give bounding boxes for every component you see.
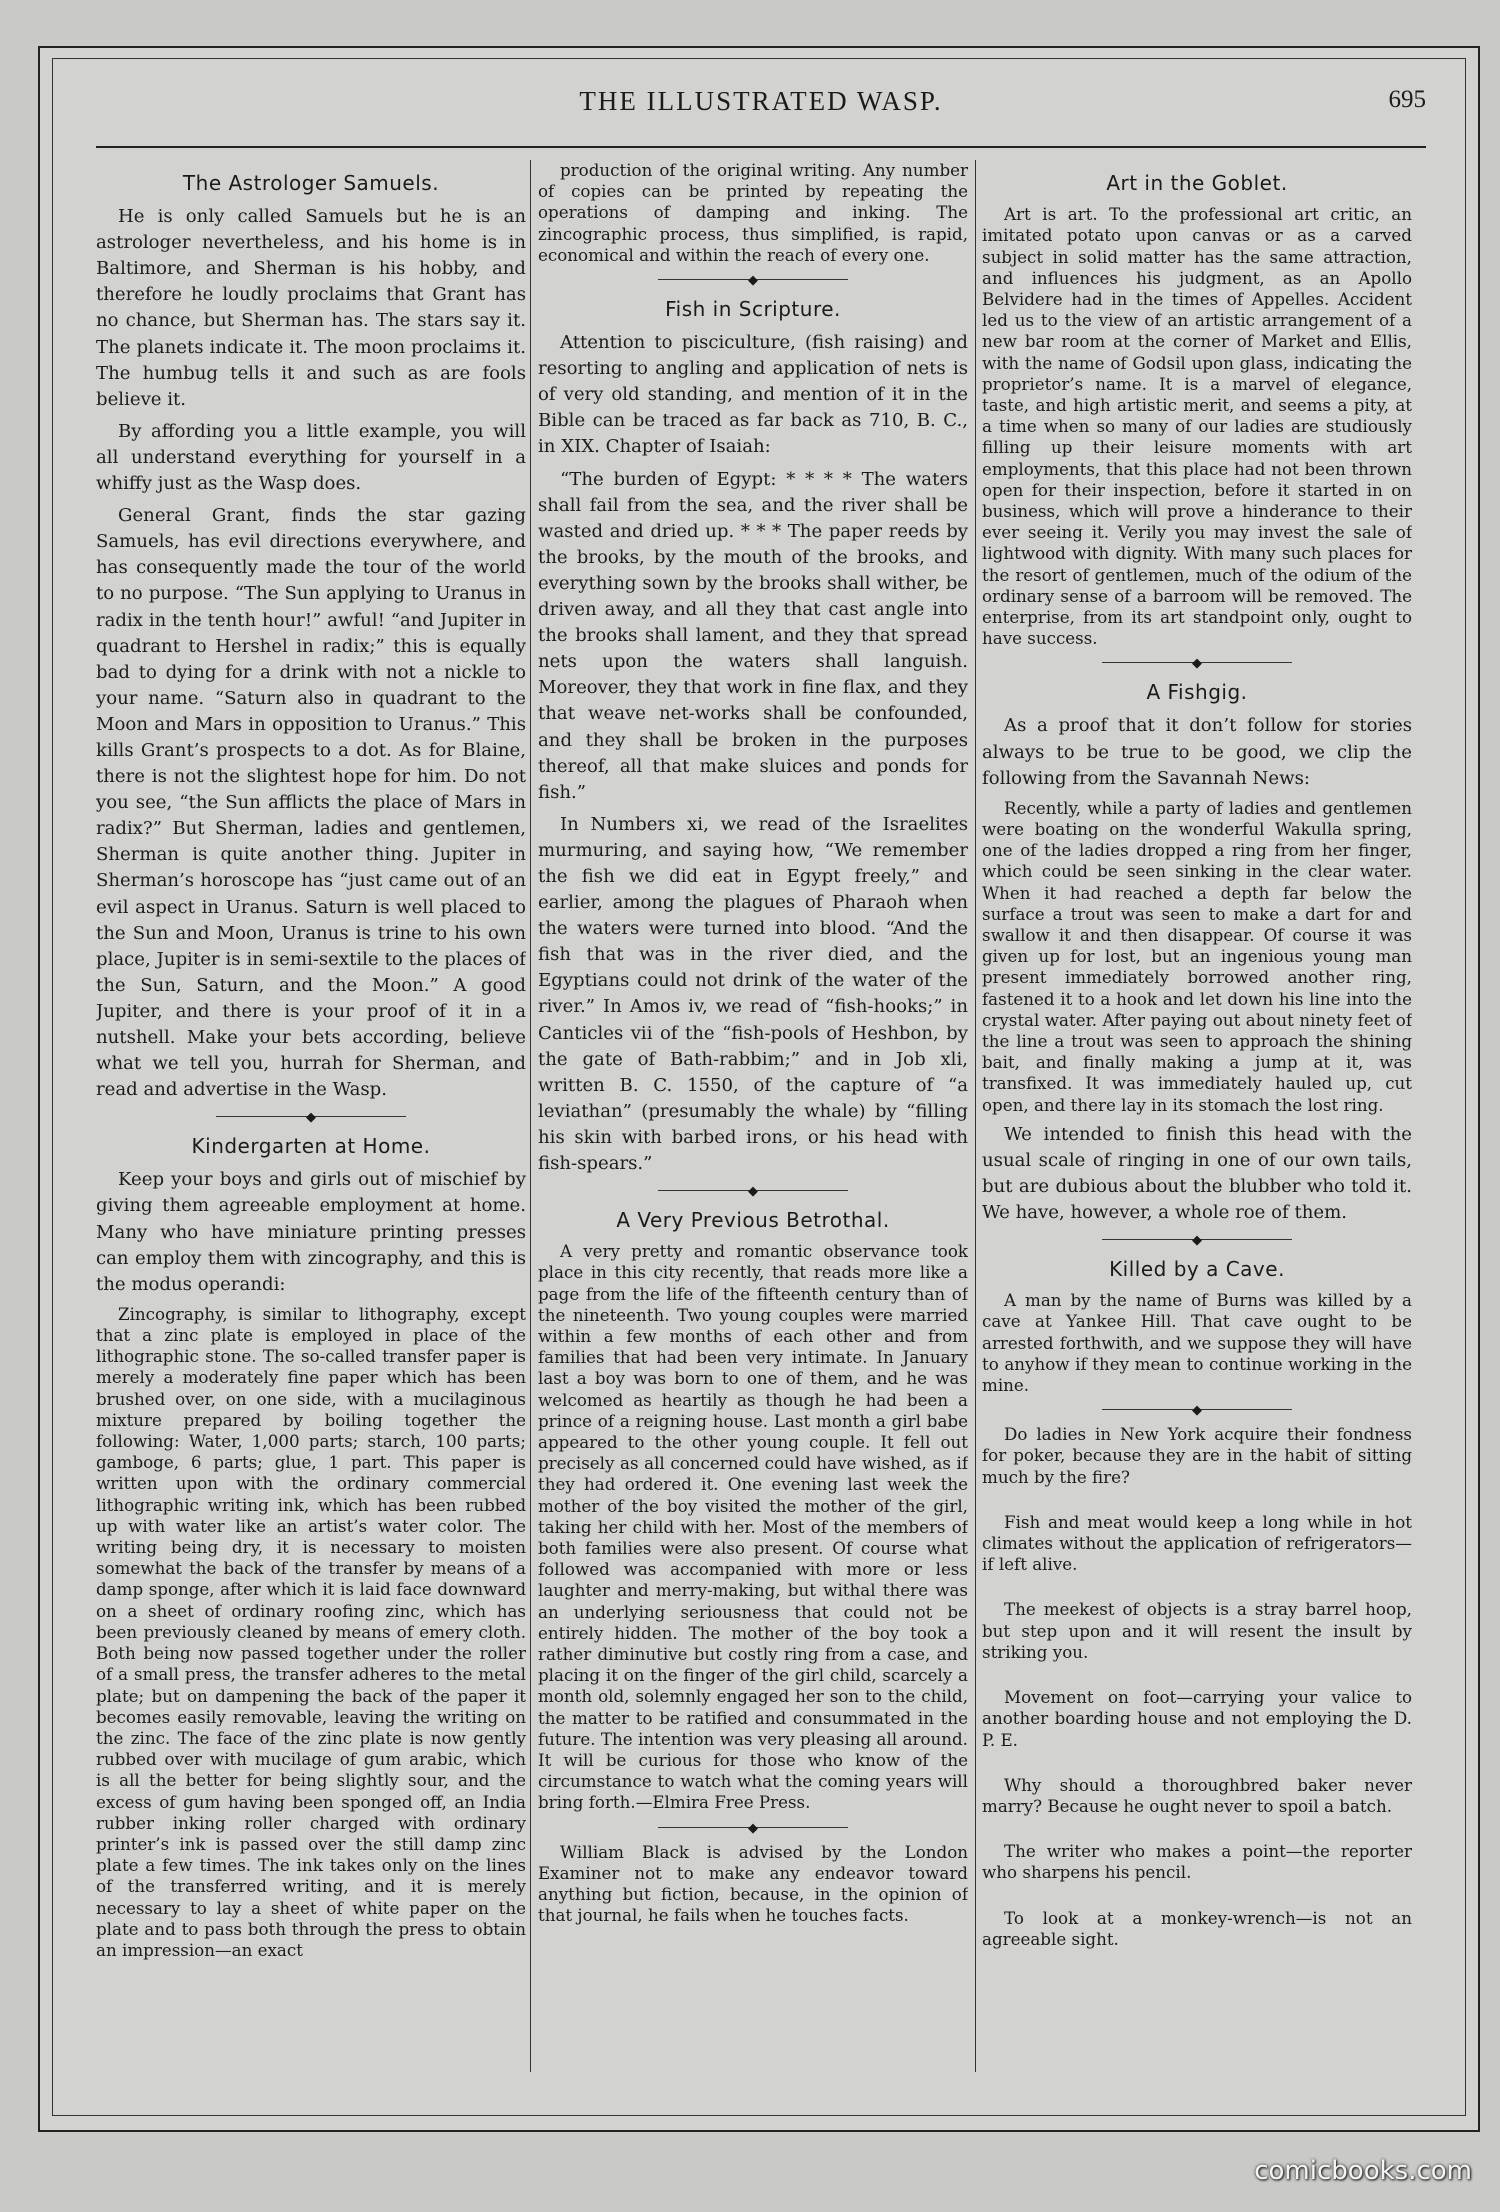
article-title-goblet: Art in the Goblet. (1106, 171, 1288, 195)
article-paragraph: General Grant, finds the star gazing Samuels, has evil directions everywhere, and has consequently made the tour of the world to no purpose. “The Sun applying to Uranus in radix in the tenth hour!” awful! “and Jupiter in quadrant to Hershel in radix;” this is equally bad to dying for a drink with not a nickle to your name. “Saturn also in quadrant to the Moon and Mars in opposition to Uranus.” This kills Grant’s prospects to a dot. As for Blaine, there is not the slightest hope for him. Do not you see, “the Sun afflicts the place of Mars in radix?” But Sherman, ladies and gentlemen, Sherman is quite another thing. Jupiter in Sherman’s horoscope has “just came out of an evil aspect in Uranus. Saturn is well placed to the Sun and Moon, Uranus is trine to his own place, Jupiter is in semi-sextile to the places of the Sun, Saturn, and the Moon.” A good Jupiter, and there is your proof of it in a nutshell. Make your bets according, believe what we tell you, hurrah for Sherman, and read and advertise in the Wasp. (96, 505, 526, 1101)
article-paragraph: A very pretty and romantic observance took place in this city recently, that reads more like a page from the life of the fifteenth century than of the nineteenth. Two young couples were married within a few months of each other and from families that had been very intimate. In January last a boy was born to one of them, and he was welcomed as heartily as though he had been a prince of a reigning house. Last month a girl babe appeared to the other young couple. It fell out precisely as all concerned could have wished, as if they had ordered it. One evening last week the mother of the boy visited the mother of the girl, taking her child with her. Most of the members of both families were also present. Of course what followed was accompanied with more or less laughter and merry-making, but withal there was an underlying seriousness that could not be entirely hidden. The mother of the boy took a rather diminutive but costly ring from a case, and placing it on the finger of the girl child, scarcely a month old, solemnly engaged her son to the child, the matter to be ratified and consummated in the future. The intention was very pleasing all around. It will be curious for those who know of the circumstance to watch what the coming years will bring forth.—Elmira Free Press. (538, 1241, 968, 1813)
column-middle (538, 160, 968, 2072)
article-title-cave: Killed by a Cave. (1109, 1257, 1285, 1282)
section-ornament (538, 1183, 968, 1197)
article-paragraph: He is only called Samuels but he is an astrologer nevertheless, and his home is in Baltimore, and Sherman is his hobby, and therefore he loudly proclaims that Grant has no chance, but Sherman has. The stars say it. The planets indicate it. The moon proclaims it. The humbug tells it and such as are fools believe it. (96, 206, 526, 410)
short-item: Why should a thoroughbred baker never marry? Because he ought never to spoil a batch. (982, 1774, 1412, 1816)
article-title-fish: Fish in Scripture. (665, 297, 841, 322)
page-number: 695 (1388, 86, 1426, 113)
short-item: To look at a monkey-wrench—is not an agreeable sight. (982, 1907, 1412, 1949)
article-paragraph: Art is art. To the professional art critic, an imitated potato upon canvas or as a carved subject in solid matter has the same attraction, and influences his judgment, as an Apollo Belvidere had in the times of Appelles. Accident led us to the view of an artistic arrangement of a new bar room at the corner of Market and Ellis, with the name of Godsil upon glass, indicating the proprietor’s name. It is a marvel of elegance, taste, and high artistic merit, and seems a pity, at a time when so many of our ladies are studiously filling up their leisure moments with art employments, that this place had not been thrown open for their inspection, before it started in on business, which will prove a hinderance to their ever seeing it. Verily you may invest the sale of lightwood with dignity. With many such places for the resort of gentlemen, much of the odium of the ordinary sense of a barroom will be removed. The enterprise, from its art standpoint only, ought to have success. (982, 204, 1412, 649)
section-ornament (982, 1232, 1412, 1246)
article-title-betrothal: A Very Previous Betrothal. (616, 1208, 890, 1233)
section-ornament (538, 272, 968, 286)
column-rule-left (530, 160, 531, 2072)
column-left (96, 160, 526, 2072)
short-item: The writer who makes a point—the reporter who sharpens his pencil. (982, 1841, 1412, 1883)
short-item: Do ladies in New York acquire their fondness for poker, because they are in the habit of sitting much by the fire? (982, 1424, 1412, 1487)
short-item: The meekest of objects is a stray barrel hoop, but step upon and it will resent the insult by striking you. (982, 1599, 1412, 1662)
article-continuation: production of the original writing. Any number of copies can be printed by repeating the operations of damping and inking. The zincographic process, thus simplified, is rapid, economical and within the reach of every one. (538, 160, 968, 265)
short-item: Movement on foot—carrying your valice to another boarding house and not employing the D. P. E. (982, 1687, 1412, 1750)
article-paragraph: By affording you a little example, you will all understand everything for yourself in a whiffy just as the Wasp does. (96, 420, 526, 495)
article-paragraph: “The burden of Egypt: * * * * The waters shall fail from the sea, and the river shall be wasted and dried up. * * * The paper reeds by the brooks, by the mouth of the brooks, and everything sown by the brooks shall wither, be driven away, and all they that cast angle into the brooks shall lament, and they that spread nets upon the waters shall languish. Moreover, they that work in fine flax, and they that weave net-works shall be confounded, and they shall be broken in the purposes thereof, all that make sluices and ponds for fish.” (538, 468, 968, 803)
article-paragraph: Recently, while a party of ladies and gentlemen were boating on the wonderful Wakulla spring, one of the ladies dropped a ring from her finger, which could be seen sinking in the clear water. When it had reached a depth far below the surface a trout was seen to make a dart for and swallow it and then disappear. Of course it was given up for lost, but an ingenious young man present immediately borrowed another ring, fastened it to a hook and let down his line into the crystal water. After paying out about ninety feet of the line a trout was seen to approach the shining bait, and finally making a jump at it, was transfixed. It was immediately hauled up, cut open, and there lay in its stomach the lost ring. (982, 797, 1412, 1115)
article-paragraph: In Numbers xi, we read of the Israelites murmuring, and saying how, “We remember the fish we did eat in Egypt freely,” and earlier, among the plagues of Pharaoh when the waters were turned into blood. “And the fish that was in the river died, and the Egyptians could not drink of the water of the river.” In Amos iv, we read of “fish-hooks;” in Canticles vii of the “fish-pools of Heshbon, by the gate of Bath-rabbim;” and in Job xli, written B. C. 1550, of the capture of “a leviathan” (presumably the whale) by “filling his skin with barbed irons, or his head with fish-spears.” (538, 813, 968, 1175)
article-paragraph: As a proof that it don’t follow for stories always to be true to be good, we clip the following from the Savannah News: (982, 715, 1412, 789)
site-watermark: comicbooks.com (1254, 2156, 1472, 2186)
article-title-kindergarten: Kindergarten at Home. (191, 1134, 431, 1159)
section-ornament (538, 1820, 968, 1834)
column-rule-right (975, 160, 976, 2072)
article-paragraph: Zincography, is similar to lithography, except that a zinc plate is employed in place of the lithographic stone. The so-called transfer paper is merely a moderately fine paper which has been brushed over, on one side, with a mucilaginous mixture prepared by boiling together the following: Water, 1,000 parts; starch, 100 parts; gamboge, 6 parts; glue, 1 part. This paper is written upon with the ordinary commercial lithographic writing ink, which has been rubbed up with water like an artist’s water color. The writing being dry, it is necessary to moisten somewhat the back of the transfer by means of a damp sponge, after which it is laid face downward on a sheet of ordinary roofing zinc, which has been previously cleaned by means of emery cloth. Both being now passed together under the roller of a small press, the transfer adheres to the metal plate; but on dampening the back of the paper it becomes easily removable, leaving the writing on the zinc. The face of the zinc plate is now gently rubbed over with mucilage of gum arabic, which is all the better for being slightly sour, and the excess of gum having been sponged off, an India rubber inking roller charged with ordinary printer’s ink is passed over the still damp zinc plate a few times. The ink takes only on the lines of the transferred writing, and it is merely necessary to lay a sheet of white paper on the plate and to pass both through the press to obtain an impression—an exact (96, 1303, 526, 1960)
masthead (96, 86, 1426, 148)
article-paragraph: Keep your boys and girls out of mischief by giving them agreeable employment at home. Many who have miniature printing presses can employ them with zincography, and this is the modus operandi: (96, 1169, 526, 1295)
article-paragraph: We intended to finish this head with the usual scale of ringing in one of our own tails, but are dubious about the blubber who told it. We have, however, a whole roe of them. (982, 1123, 1412, 1224)
column-right (982, 160, 1412, 2072)
article-title-astrologer: The Astrologer Samuels. (182, 171, 440, 195)
article-title-fishgig: A Fishgig. (1146, 680, 1248, 705)
article-paragraph: A man by the name of Burns was killed by a cave at Yankee Hill. That cave ought to be arrested forthwith, and we suppose they will have to anyhow if they mean to continue working in the mine. (982, 1290, 1412, 1396)
publication-title: THE ILLUSTRATED WASP. (579, 86, 943, 116)
article-paragraph: William Black is advised by the London Examiner not to make any endeavor toward anything but fiction, because, in the opinion of that journal, he fails when he touches facts. (538, 1841, 968, 1926)
short-item: Fish and meat would keep a long while in hot climates without the application of refrigerators—if left alive. (982, 1511, 1412, 1575)
section-ornament (982, 655, 1412, 669)
article-paragraph: Attention to pisciculture, (fish raising) and resorting to angling and application of nets is of very old standing, and mention of it in the Bible can be traced as far back as 710, B. C., in XIX. Chapter of Isaiah: (538, 332, 968, 458)
section-ornament (982, 1402, 1412, 1416)
section-ornament (96, 1109, 526, 1123)
